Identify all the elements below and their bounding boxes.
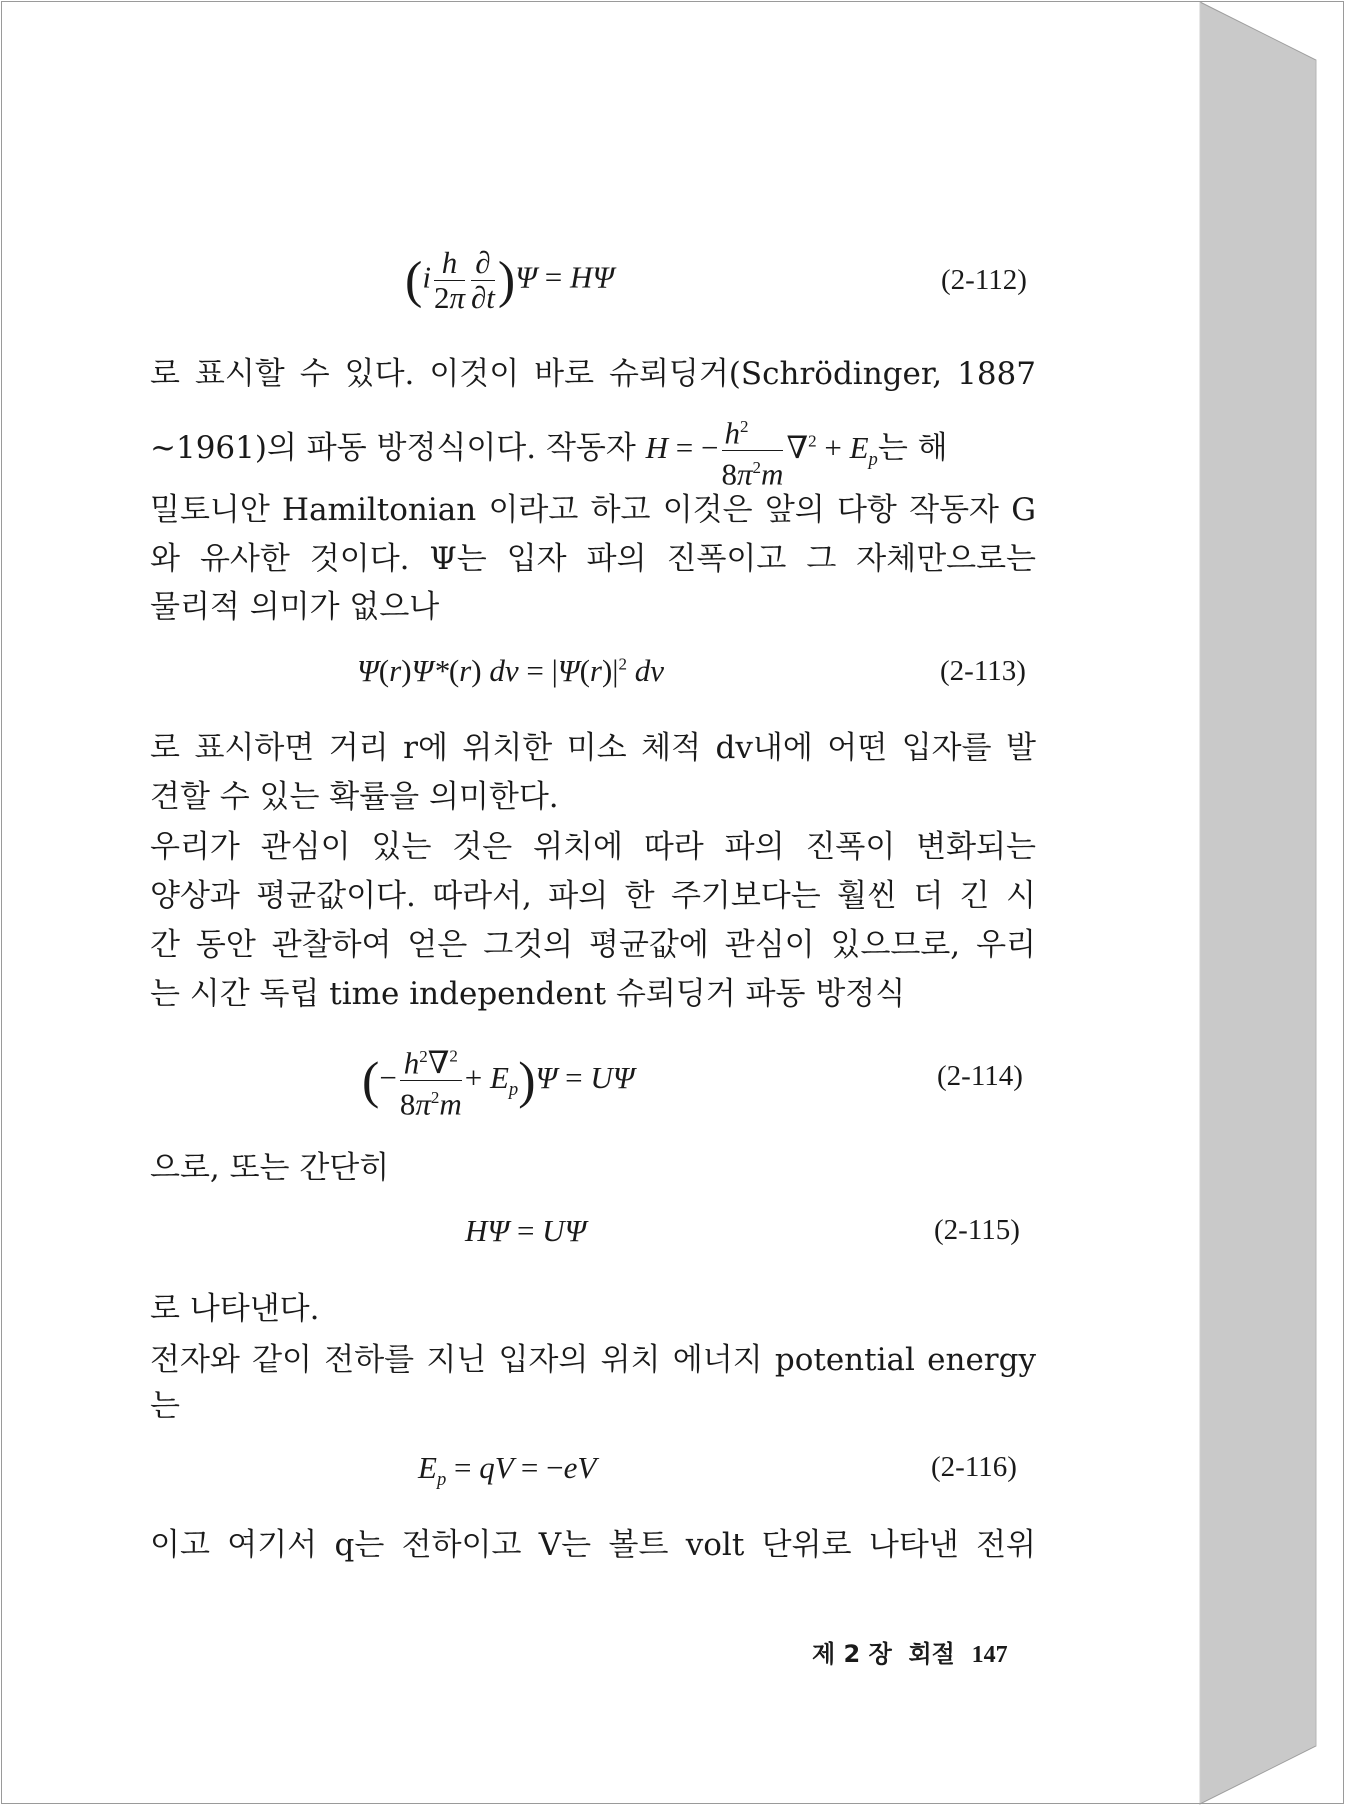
text-line-6: 로 표시하면 거리 r에 위치한 미소 체적 dv내에 어떤 입자를 발 bbox=[150, 730, 1036, 766]
text-line-10: 간 동안 관찰하여 얻은 그것의 평균값에 관심이 있으므로, 우리 bbox=[150, 927, 1036, 963]
equation-number-2-114: (2-114) bbox=[937, 1060, 1023, 1092]
page-number: 147 bbox=[971, 1642, 1008, 1668]
equation-2-113: Ψ(r)Ψ*(r) dv = $|\Psi(r)|^2$ dv bbox=[357, 653, 665, 688]
equation-2-116: $E_p$ = qV = −eV bbox=[418, 1450, 597, 1491]
text-line-3: 밀토니안 Hamiltonian 이라고 하고 이것은 앞의 다항 작동자 G bbox=[150, 492, 1036, 528]
footer-chapter: 제 2 장 bbox=[812, 1640, 892, 1668]
equation-number-2-115: (2-115) bbox=[934, 1214, 1020, 1246]
equation-number-2-112: (2-112) bbox=[941, 264, 1027, 296]
footer-section: 회절 bbox=[908, 1640, 955, 1668]
text-line-15: 는 bbox=[150, 1388, 180, 1424]
text-line-1: 로 표시할 수 있다. 이것이 바로 슈뢰딩거(Schrödinger, 1887 bbox=[150, 356, 1036, 392]
text-line-11: 는 시간 독립 time independent 슈뢰딩거 파동 방정식 bbox=[150, 976, 906, 1012]
text-line-5: 물리적 의미가 없으나 bbox=[150, 589, 440, 625]
text-line-7: 견할 수 있는 확률을 의미한다. bbox=[150, 779, 559, 815]
text-line-9: 양상과 평균값이다. 따라서, 파의 한 주기보다는 훨씬 더 긴 시 bbox=[150, 878, 1036, 914]
text-line-2: ~1961)의 파동 방정식이다. 작동자 H = − $\frac{h^2}{8\pi^2m}$ $\nabla^2 + E_p$는 해 bbox=[150, 410, 1036, 492]
text-line-8: 우리가 관심이 있는 것은 위치에 따라 파의 진폭이 변화되는 bbox=[150, 829, 1036, 865]
text-line-12: 으로, 또는 간단히 bbox=[150, 1150, 390, 1186]
equation-2-115: HΨ = UΨ bbox=[465, 1213, 587, 1248]
equation-number-2-116: (2-116) bbox=[931, 1451, 1017, 1483]
text-line-14: 전자와 같이 전하를 지닌 입자의 위치 에너지 potential energy bbox=[150, 1342, 1036, 1378]
text-line-16: 이고 여기서 q는 전하이고 V는 볼트 volt 단위로 나타낸 전위 bbox=[150, 1527, 1036, 1563]
equation-2-114: (− $\frac{h^2\nabla^2}{8\pi^2m}$ + $E_p)\Psi = U\Psi$ bbox=[362, 1040, 635, 1122]
page-footer bbox=[812, 1634, 1008, 1669]
equation-number-2-113: (2-113) bbox=[940, 655, 1026, 687]
text-line-4: 와 유사한 것이다. Ψ는 입자 파의 진폭이고 그 자체만으로는 bbox=[150, 541, 1036, 577]
text-line-13: 로 나타낸다. bbox=[150, 1291, 320, 1327]
equation-2-112: (i $\frac{h}{2\pi}$ $\frac{\partial}{\partial t}$ )Ψ = HΨ bbox=[405, 245, 615, 315]
